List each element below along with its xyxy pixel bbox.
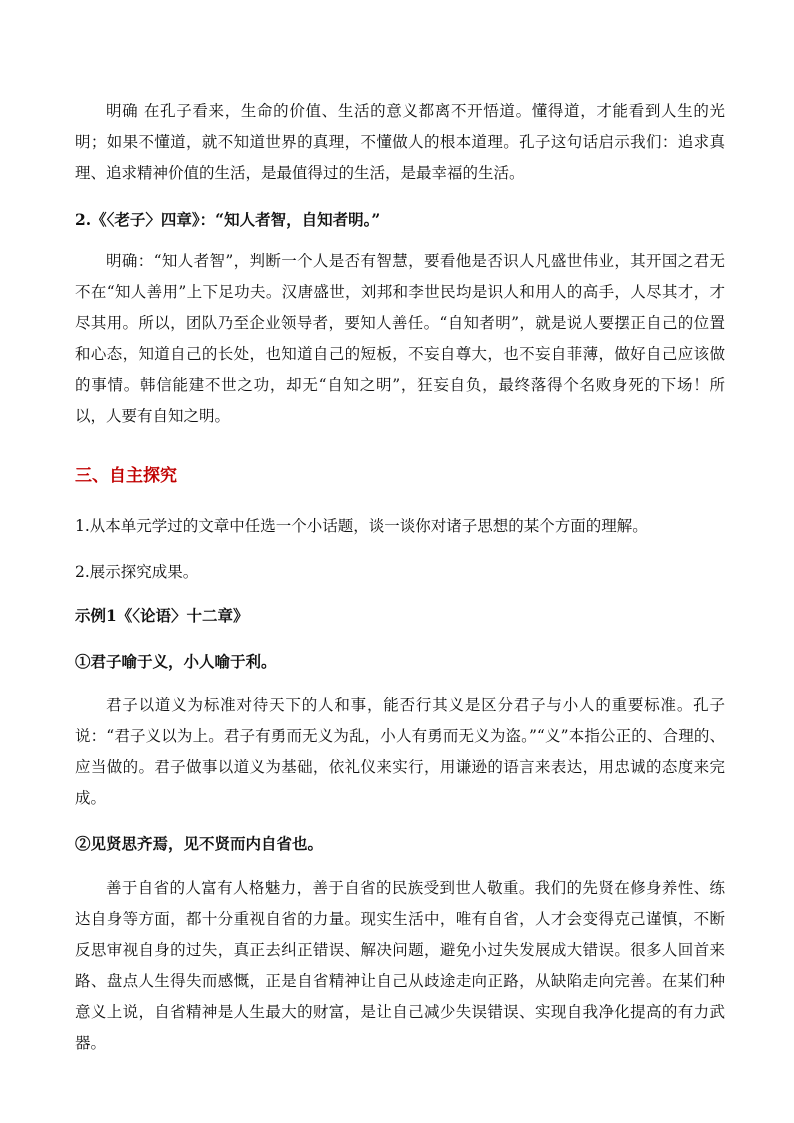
inquiry-item-2: 2.展示探究成果。 [75, 563, 199, 581]
paragraph-junzi: 君子以道义为标准对待天下的人和事，能否行其义是区分君子与小人的重要标准。孔子说：“君子义以为上。君子有勇而无义为乱，小人有勇而无义为盗。”“义”本指公正的、合理的、应当做的。君子做事以道义为基础，依礼仪来实行，用谦逊的语言来表达，用忠诚的态度来完成。 [75, 696, 725, 807]
inquiry-item-1: 1.从本单元学过的文章中任选一个小话题，谈一谈你对诸子思想的某个方面的理解。 [75, 517, 648, 535]
heading-laozi: 2.《〈老子〉四章》：“知人者智，自知者明。” [75, 210, 381, 229]
section-title-self-inquiry: 三、自主探究 [75, 466, 177, 486]
paragraph-know-others: 明确：“知人者智”，判断一个人是否有智慧，要看他是否识人凡盛世伟业，其开国之君无不在“知人善用”上下足功夫。汉唐盛世，刘邦和李世民均是识人和用人的高手，人尽其才，才尽其用。所以，团队乃至企业领导者，要知人善任。“自知者明”，就是说人要摆正自己的位置和心态，知道自己的长处，也知道自己的短板，不妄自尊大，也不妄自菲薄，做好自己应该做的事情。韩信能建不世之功，却无“自知之明”，狂妄自负，最终落得个名败身死的下场！所以，人要有自知之明。 [75, 252, 725, 425]
subheading-jianxian: ②见贤思齐焉，见不贤而内自省也。 [75, 834, 324, 853]
paragraph-confucius-dao: 明确 在孔子看来，生命的价值、生活的意义都离不开悟道。懂得道，才能看到人生的光明；如果不懂道，就不知道世界的真理，不懂做人的根本道理。孔子这句话启示我们：追求真理、追求精神价值的生活，是最值得过的生活，是最幸福的生活。 [75, 102, 725, 182]
paragraph-self-reflection: 善于自省的人富有人格魅力，善于自省的民族受到世人敬重。我们的先贤在修身养性、练达自身等方面，都十分重视自省的力量。现实生活中，唯有自省，人才会变得克己谨慎，不断反思审视自身的过失，真正去纠正错误、解决问题，避免小过失发展成大错误。很多人回首来路、盘点人生得失而感慨，正是自省精神让自己从歧途走向正路，从缺陷走向完善。在某们种意义上说，自省精神是人生最大的财富，是让自己减少失误错误、实现自我净化提高的有力武器。 [75, 879, 725, 1052]
example-heading: 示例1《〈论语〉十二章》 [75, 606, 249, 625]
subheading-junzi-yi: ①君子喻于义，小人喻于利。 [75, 652, 277, 671]
